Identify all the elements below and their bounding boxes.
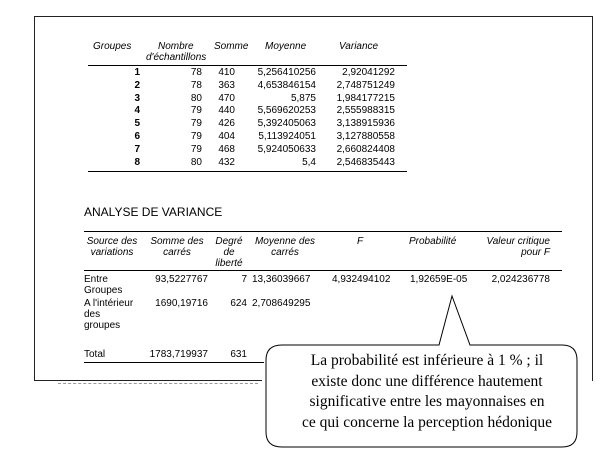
cell-groupe: 2 — [134, 79, 140, 91]
header-nombre-2: d'échantillons — [146, 52, 207, 63]
cell-nombre: 80 — [190, 156, 202, 168]
anova-h-proba: Probabilité — [409, 236, 457, 247]
anova-h-source2: variations — [90, 247, 134, 258]
header-groupes: Groupes — [93, 41, 132, 52]
anova-h-mc1: Moyenne des — [254, 236, 316, 247]
cell-groupe: 8 — [134, 156, 140, 168]
inter-sc: 93,5227767 — [155, 274, 208, 285]
cell-variance: 1,984177215 — [336, 92, 395, 104]
anova-title: ANALYSE DE VARIANCE — [84, 205, 223, 219]
cell-groupe: 7 — [134, 143, 140, 155]
cell-groupe: 3 — [134, 92, 140, 104]
cell-nombre: 78 — [190, 67, 202, 78]
inter-proba: 1,92659E-05 — [410, 274, 468, 285]
cell-moyenne: 5,4 — [302, 156, 316, 168]
cell-nombre: 78 — [190, 79, 202, 91]
anova-h-f: F — [356, 236, 364, 247]
cell-somme: 468 — [218, 143, 235, 155]
anova-h-ddl2: de — [223, 247, 235, 258]
callout-line-4: ce qui concerne la perception hédonique — [301, 413, 553, 431]
cell-variance: 3,138915936 — [336, 118, 395, 130]
anova-h-mc2: carrés — [271, 247, 299, 258]
callout-line-1: La probabilité est inférieure à 1 % ; il — [310, 352, 544, 369]
cell-somme: 410 — [218, 67, 235, 78]
cell-somme: 440 — [218, 105, 235, 117]
cell-moyenne: 5,113924051 — [258, 131, 316, 142]
inter-label-2: Groupes — [84, 285, 123, 296]
callout-line-3: significative entre les mayonnaises en — [309, 393, 545, 410]
cell-moyenne: 5,924050633 — [257, 143, 316, 155]
cell-variance: 2,748751249 — [336, 79, 395, 91]
header-variance: Variance — [339, 41, 379, 52]
cell-groupe: 6 — [134, 131, 140, 142]
cell-variance: 2,546835443 — [336, 156, 395, 168]
anova-h-crit1: Valeur critique — [486, 236, 550, 247]
anova-h-crit2: pour F — [521, 247, 550, 258]
header-moyenne: Moyenne — [265, 41, 307, 52]
intra-label-3: groupes — [84, 320, 121, 331]
cell-variance: 2,92041292 — [342, 67, 395, 78]
cell-moyenne: 5,256410256 — [257, 67, 316, 78]
cell-groupe: 5 — [134, 118, 140, 130]
cell-nombre: 79 — [190, 143, 202, 155]
cell-nombre: 79 — [190, 118, 202, 130]
intra-mc: 2,708649295 — [252, 298, 311, 309]
cell-variance: 2,555988315 — [336, 105, 395, 117]
inter-label-1: Entre — [84, 274, 108, 285]
cell-variance: 3,127880558 — [336, 131, 395, 142]
inter-mc: 13,36039667 — [252, 274, 311, 285]
callout-text — [272, 351, 582, 433]
cell-somme: 363 — [218, 79, 235, 91]
intra-ddl: 624 — [230, 298, 247, 309]
cell-groupe: 4 — [134, 105, 140, 117]
cell-nombre: 79 — [190, 131, 202, 142]
anova-h-ddl1: Degré — [215, 236, 243, 247]
cell-somme: 432 — [218, 156, 235, 168]
intra-label-2: des — [84, 309, 101, 320]
inter-crit: 2,024236778 — [491, 274, 550, 285]
cell-somme: 426 — [218, 118, 235, 130]
cell-moyenne: 5,569620253 — [257, 105, 316, 117]
total-label: Total — [84, 349, 106, 360]
anova-h-sc2: carrés — [163, 247, 191, 258]
total-sc: 1783,719937 — [149, 349, 208, 360]
total-ddl: 631 — [230, 349, 247, 360]
cell-moyenne: 5,392405063 — [257, 118, 316, 130]
cell-groupe: 1 — [134, 67, 140, 78]
inter-f: 4,932494102 — [332, 274, 391, 285]
cell-variance: 2,660824408 — [336, 143, 395, 155]
intra-label-1: A l'intérieur — [84, 298, 134, 309]
cell-nombre: 79 — [190, 105, 202, 117]
cell-moyenne: 5,875 — [290, 92, 316, 104]
anova-h-source1: Source des — [86, 236, 138, 247]
callout-line-2: existe donc une différence hautement — [311, 372, 543, 390]
inter-ddl: 7 — [241, 274, 247, 285]
header-nombre: Nombre — [158, 41, 194, 52]
cell-somme: 404 — [218, 131, 235, 142]
anova-h-sc1: Somme des — [150, 236, 204, 247]
anova-h-ddl3: liberté — [215, 258, 243, 269]
header-somme: Somme — [214, 41, 249, 52]
cell-somme: 470 — [218, 92, 235, 104]
cell-moyenne: 4,653846154 — [257, 79, 316, 91]
intra-sc: 1690,19716 — [155, 298, 208, 309]
cell-nombre: 80 — [190, 92, 202, 104]
